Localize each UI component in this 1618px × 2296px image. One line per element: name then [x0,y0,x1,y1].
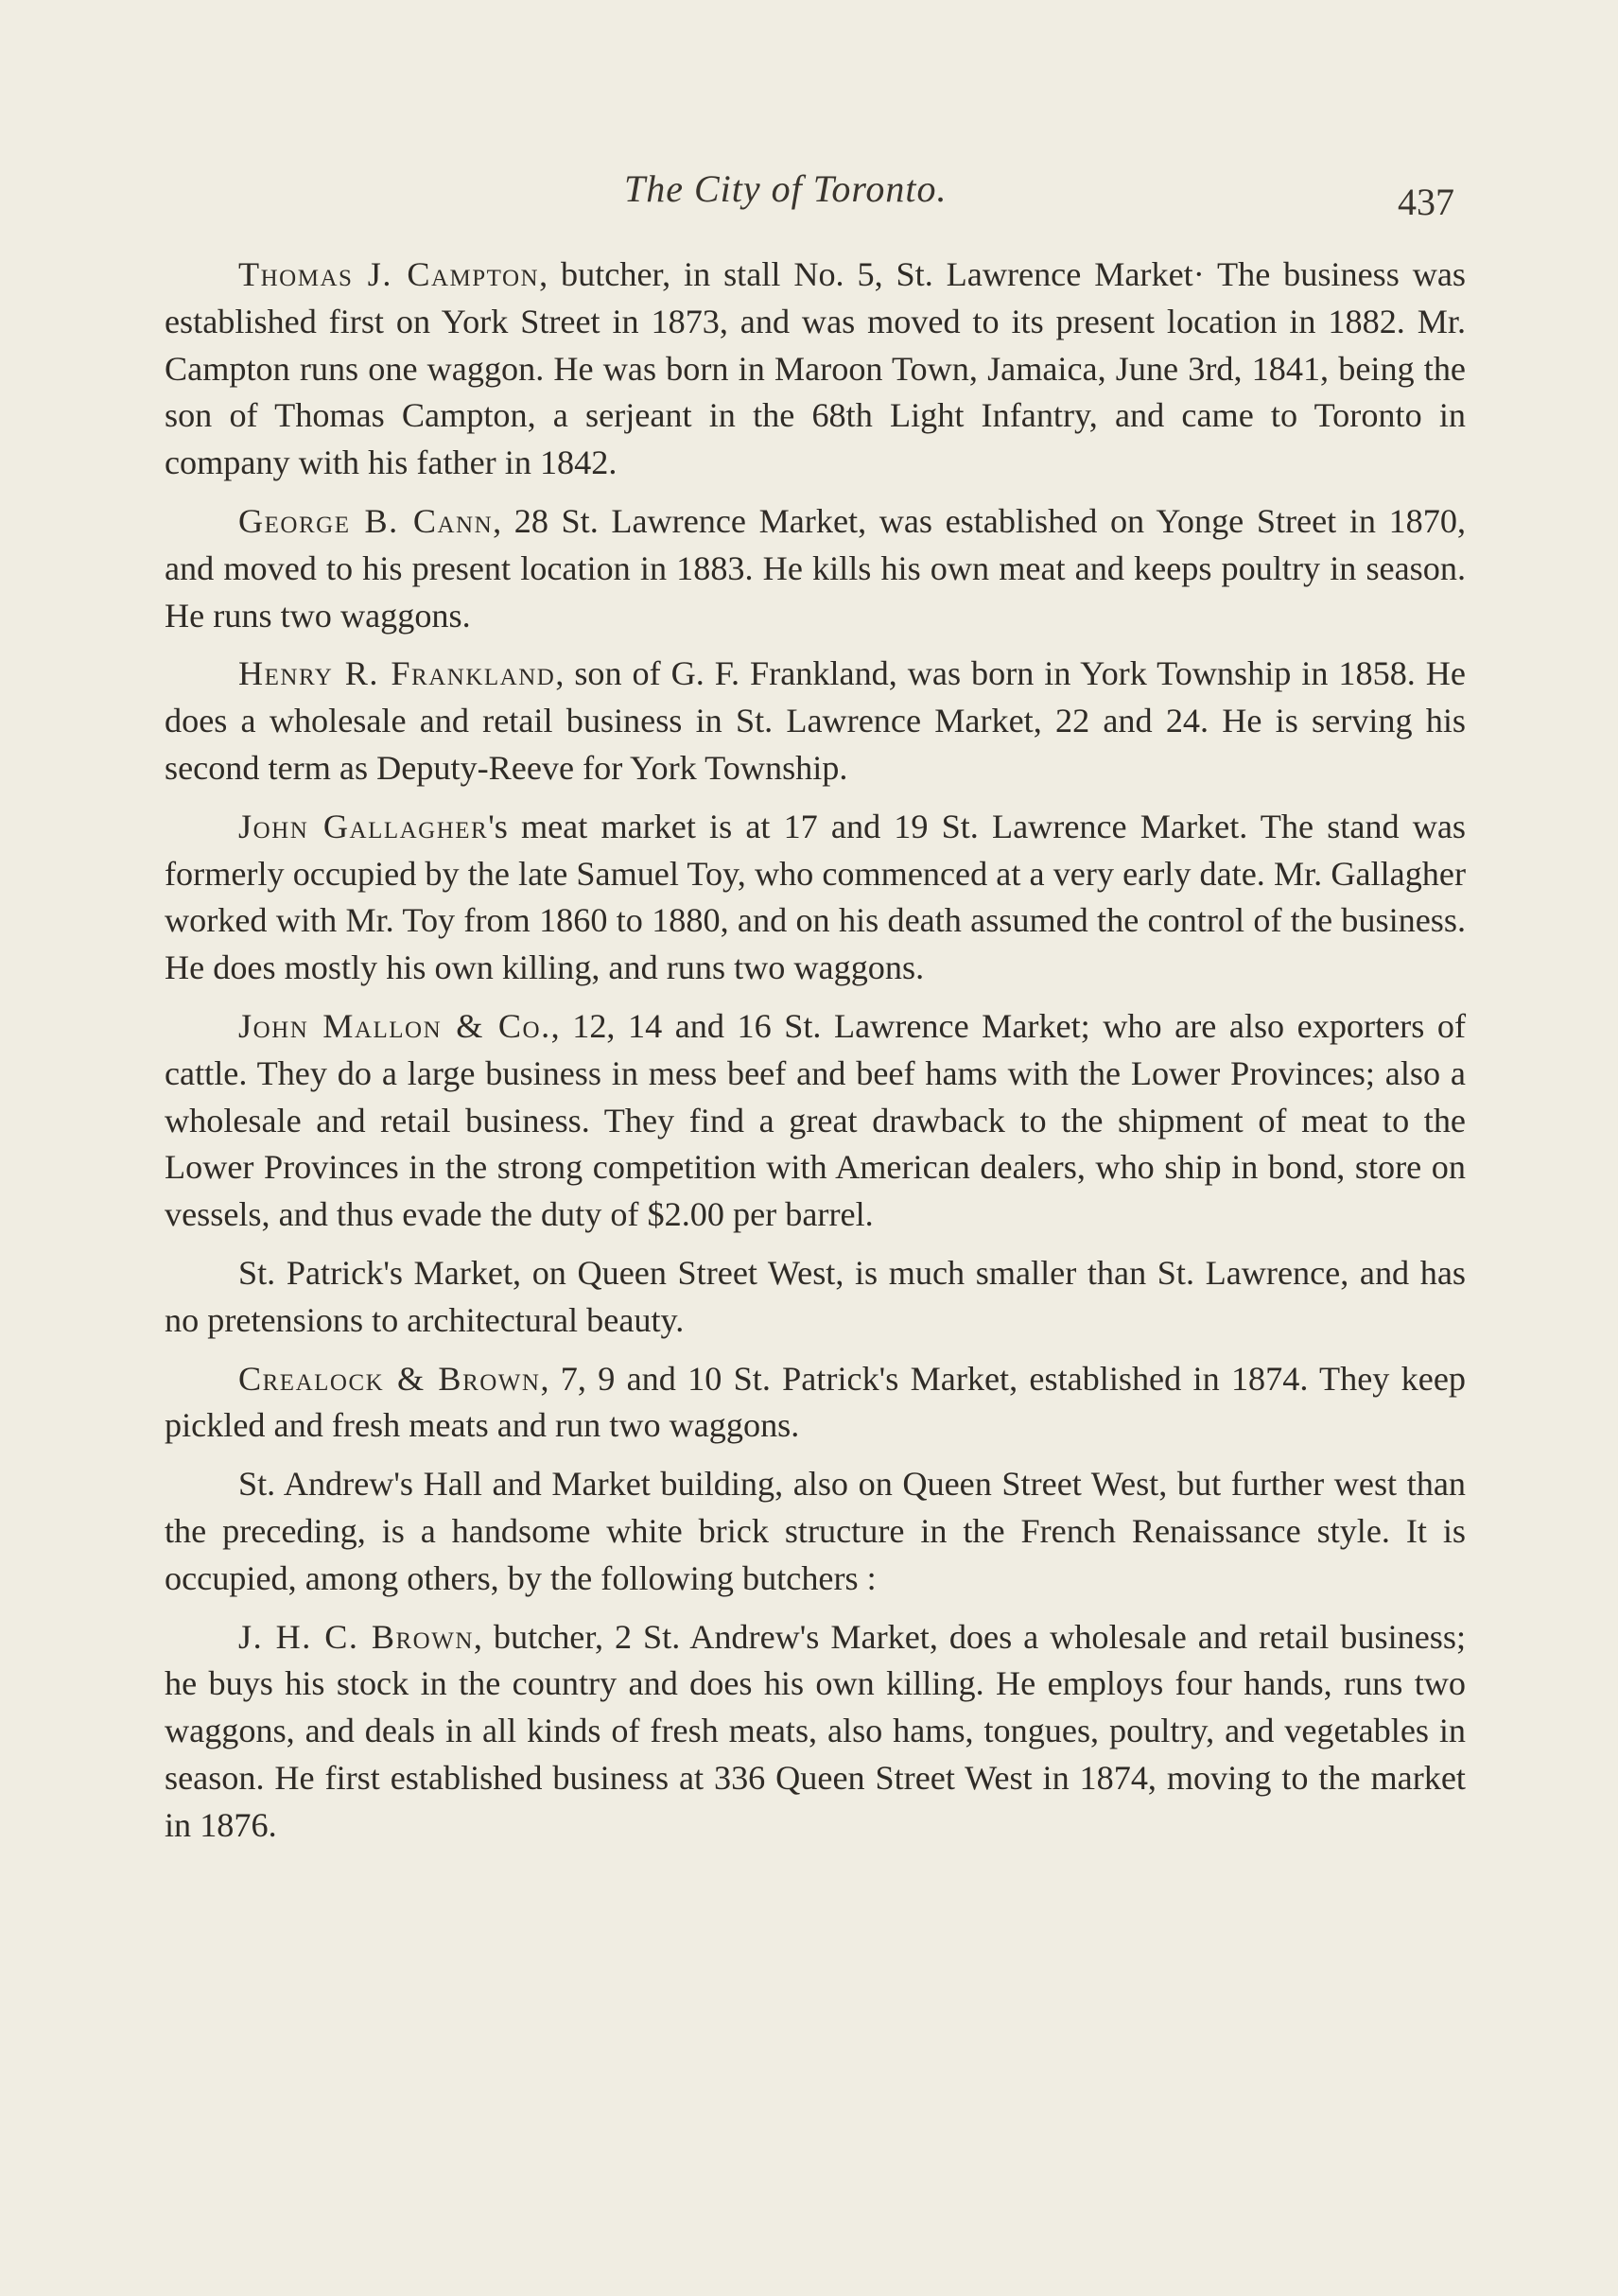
paragraph-jhc-brown [165,1614,1466,1850]
paragraph-text: , butcher, 2 St. Andrew's Market, does a wholesale and retail business; he buys his stock in the country and does his own killing. He employs four hands, runs two waggons, and deals in all kinds of fresh meats, also hams, tongues, poultry, and vegetables in season. He first established business at 336 Queen Street West in 1874, moving to the market in 1876. [165,1617,1466,1844]
paragraph-crealock-brown [165,1356,1466,1451]
paragraph-cann [165,498,1466,639]
paragraph-text: St. Patrick's Market, on Queen Street West, is much smaller than St. Lawrence, and has no pretensions to architectural beauty. [165,1253,1466,1339]
paragraph-text: 's meat market is at 17 and 19 St. Lawrence Market. The stand was formerly occupied by the late Samuel Toy, who commenced at a very early date. Mr. Gallagher worked with Mr. Toy from 1860 to 1880, and on his death assumed the control of the business. He does mostly his own killing, and runs two waggons. [165,807,1466,987]
paragraph-mallon [165,1003,1466,1239]
paragraph-lead: Henry R. Frankland [238,654,556,693]
paragraph-text: , butcher, in stall No. 5, St. Lawrence Market· The business was established first on York Street in 1873, and was moved to its present location in 1882. Mr. Campton runs one waggon. He was born in Maroon Town, Jamaica, June 3rd, 1841, being the son of Thomas Campton, a serjeant in the 68th Light Infantry, and came to Toronto in company with his father in 1842. [165,255,1466,482]
paragraph-lead: Crealock & Brown [238,1359,541,1398]
paragraph-text: St. Andrew's Hall and Market building, also on Queen Street West, but further west than the preceding, is a handsome white brick structure in the French Renaissance style. It is occupied, among others, by the following butchers : [165,1465,1466,1597]
paragraph-lead: John Mallon & Co. [238,1006,551,1045]
paragraph-st-patricks-market [165,1250,1466,1345]
paragraph-text: , son of G. F. Frankland, was born in York Township in 1858. He does a wholesale and retail business in St. Lawrence Market, 22 and 24. He is serving his second term as Deputy-Reeve for York Township. [165,654,1466,787]
paragraph-text: , 12, 14 and 16 St. Lawrence Market; who are also exporters of cattle. They do a large business in mess beef and beef hams with the Lower Provinces; also a wholesale and retail business. They find a great drawback to the shipment of meat to the Lower Provinces in the strong competition with American dealers, who ship in bond, store on vessels, and thus evade the duty of $2.00 per barrel. [165,1006,1467,1234]
paragraph-frankland [165,651,1466,791]
paragraph-st-andrews-hall [165,1461,1466,1602]
paragraph-text: , 7, 9 and 10 St. Patrick's Market, established in 1874. They keep pickled and fresh meats and run two waggons. [165,1359,1466,1445]
body-text [165,252,1466,1850]
paragraph-campton [165,252,1466,487]
running-title: The City of Toronto. [624,167,948,210]
paragraph-lead: John Gallagher [238,807,489,845]
paragraph-lead: Thomas J. Campton [238,255,540,293]
paragraph-text: , 28 St. Lawrence Market, was established on Yonge Street in 1870, and moved to his present location in 1883. He kills his own meat and keeps poultry in season. He runs two waggons. [165,501,1466,635]
paragraph-gallagher [165,804,1466,992]
paragraph-lead: J. H. C. Brown [238,1617,474,1656]
paragraph-lead: George B. Cann [238,501,494,540]
page-number: 437 [1398,181,1454,223]
